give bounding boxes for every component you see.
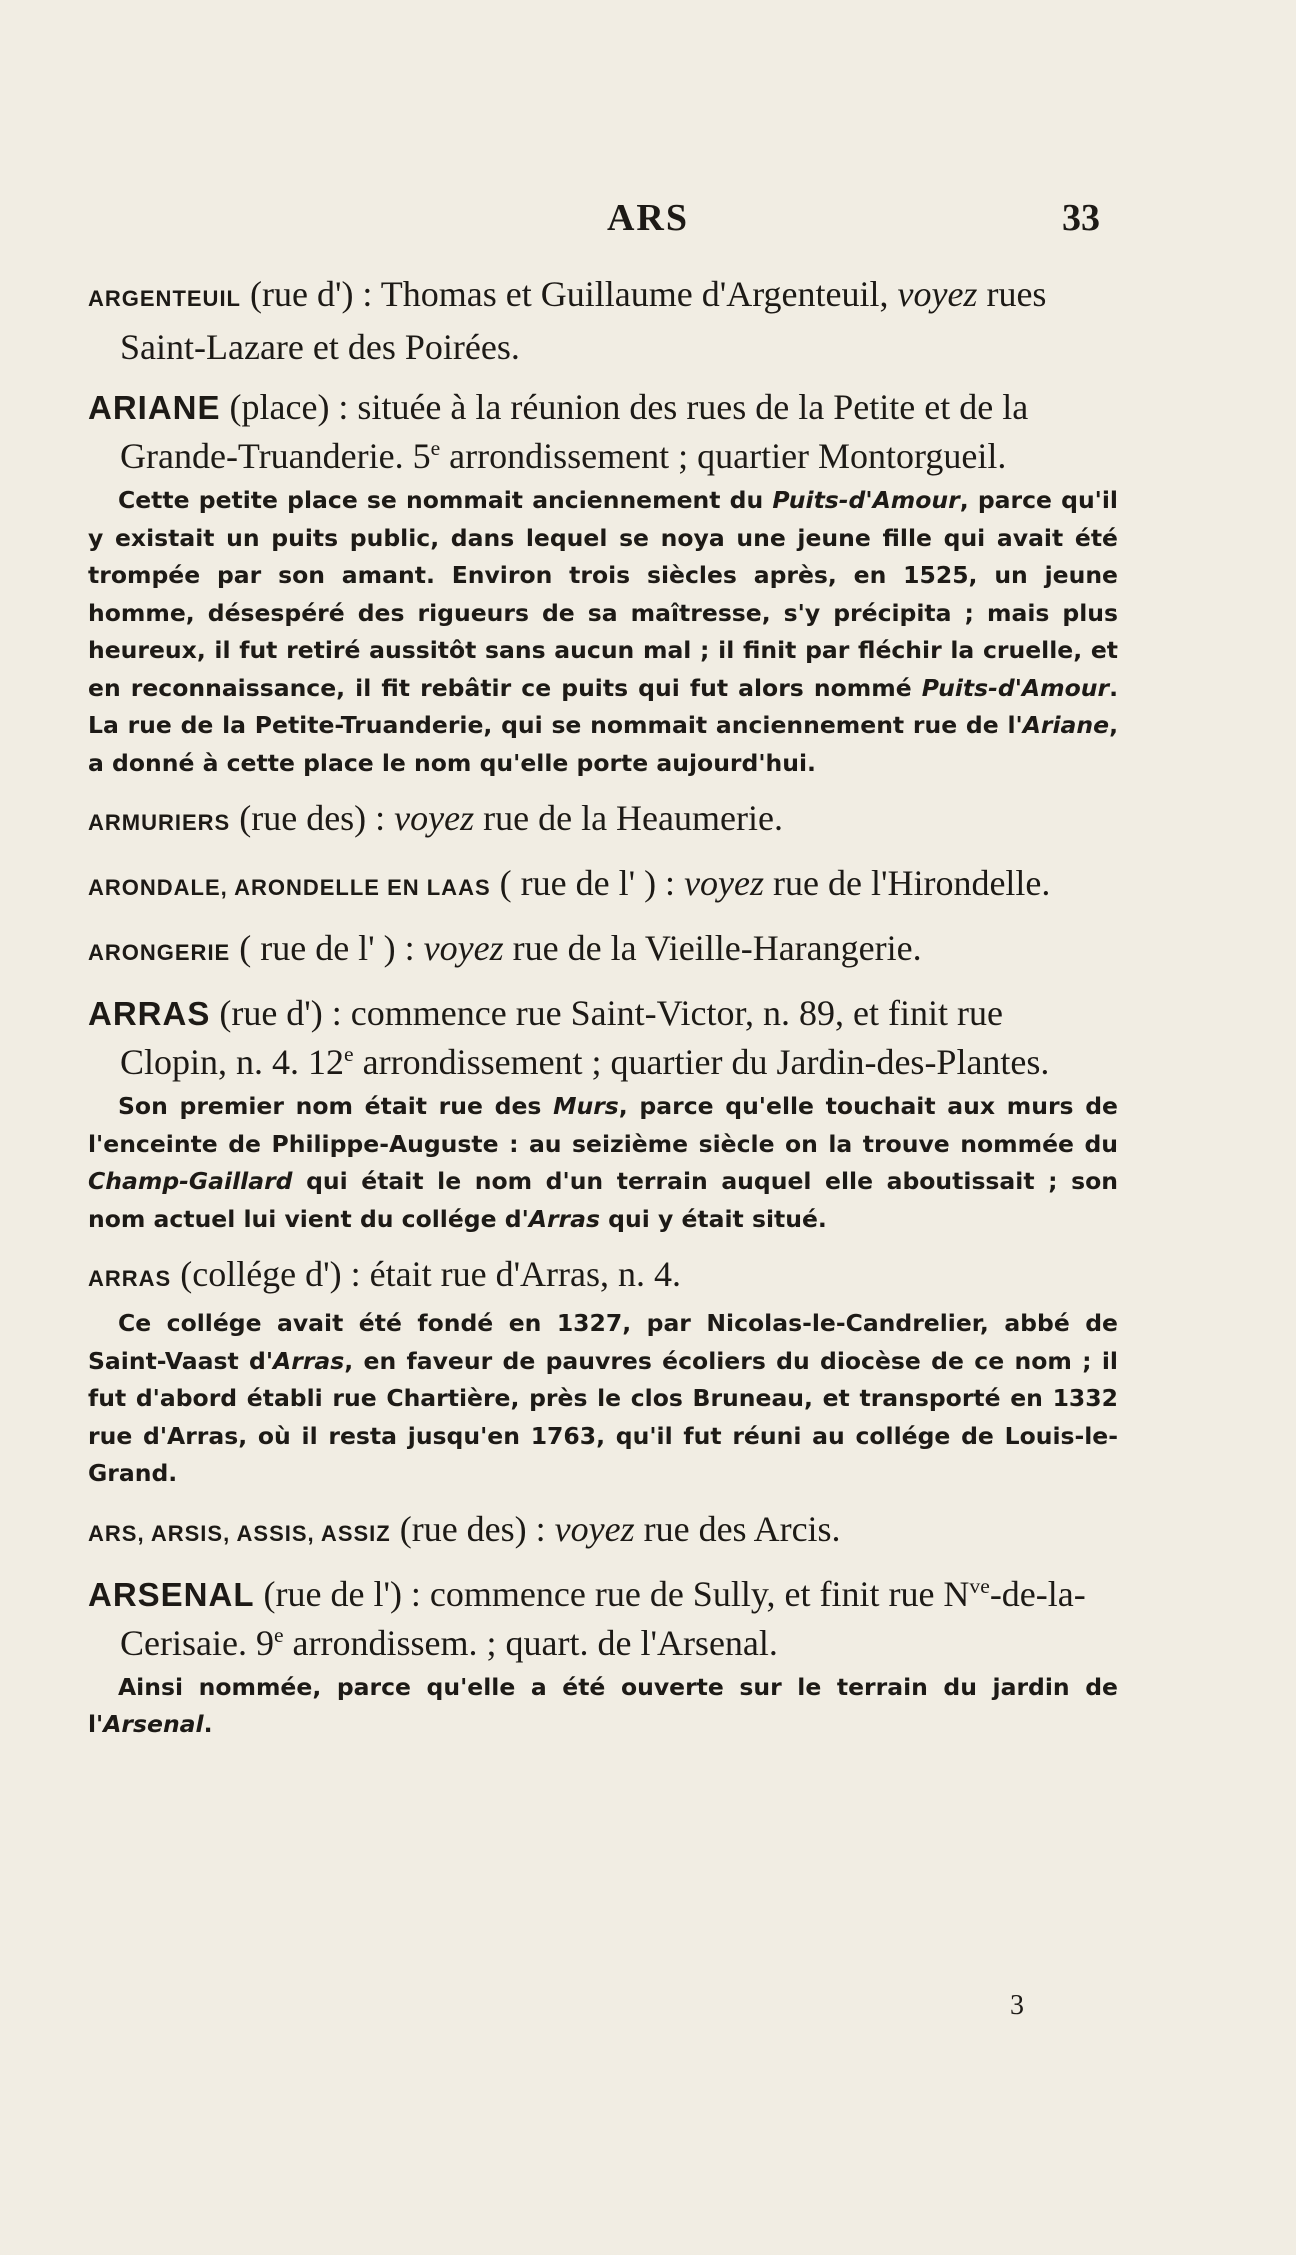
note-italic: Puits-d'Amour — [772, 486, 960, 514]
headword: ARSENAL — [88, 1575, 255, 1613]
note-italic: Arras — [528, 1204, 600, 1233]
headword: ARONGERIE — [88, 940, 231, 965]
entry-text-a: ( rue de l' ) : — [230, 928, 424, 968]
entry-text-a: (rue d') : Thomas et Guillaume d'Argenteuil, — [241, 274, 898, 314]
superscript: e — [430, 436, 441, 460]
note-italic: Arsenal — [103, 1710, 204, 1738]
page-body — [88, 270, 1118, 1756]
page-number: 33 — [1062, 197, 1100, 239]
headword: ARRAS — [88, 995, 211, 1032]
entry-text — [88, 924, 1118, 977]
note-text: . — [203, 1710, 213, 1738]
note-text: , en faveur de pauvres écoliers du diocèse de ce nom ; il fut d'abord établi rue Chartière, près le clos Bruneau, et transporté en 1332 rue d'Arras, où il resta jusqu'en 1763, qu'il fut réuni au collége de Louis-le-Grand. — [88, 1346, 1118, 1487]
superscript: e — [273, 1622, 284, 1647]
entry-text — [88, 270, 1118, 371]
entry-arsenal — [88, 1570, 1118, 1744]
note-text: Ainsi nommée, parce qu'elle a été ouverte sur le terrain du jardin de l' — [88, 1672, 1118, 1738]
note-text: , parce qu'elle touchait aux murs de l'enceinte de Philippe-Auguste : au seizième siècle on la trouve nommée du — [88, 1092, 1118, 1158]
note-text: Son premier nom était rue des — [118, 1092, 554, 1120]
entry-text — [88, 1505, 1118, 1558]
note-text: . La rue de la Petite-Truanderie, qui se nommait anciennement rue de l' — [88, 673, 1118, 739]
note-text: Cette petite place se nommait anciennement du — [118, 486, 773, 514]
entry-ars — [88, 1505, 1118, 1558]
entry-text-a: (rue d') : commence rue Saint-Victor, n. 89, et finit rue Clopin, n. 4. 12 — [120, 993, 1003, 1082]
superscript: ve — [969, 1573, 990, 1598]
note-italic: Ariane — [1022, 711, 1110, 739]
entry-text-c: arrondissem. ; quart. de l'Arsenal. — [283, 1622, 778, 1663]
running-head: ARS — [606, 197, 690, 239]
headword: ARMURIERS — [88, 810, 231, 835]
entry-note — [88, 1669, 1118, 1744]
superscript: e — [344, 1042, 354, 1066]
entry-text-b: arrondissement ; quartier du Jardin-des-Plantes. — [353, 1042, 1050, 1082]
entry-text — [88, 1250, 1118, 1303]
entry-ariane — [88, 383, 1118, 782]
page-header — [0, 196, 1296, 246]
entry-text-a: (rue des) : — [390, 1508, 555, 1549]
entry-text-b: arrondissement ; quartier Montorgueil. — [440, 436, 1007, 476]
entry-text — [88, 1570, 1118, 1667]
headword: ARGENTEUIL — [88, 286, 241, 311]
entry-text — [88, 794, 1118, 847]
note-text: qui y était situé. — [599, 1204, 827, 1233]
entry-text-a: ( rue de l' ) : — [490, 863, 685, 903]
entry-text-a: (rue des) : — [230, 798, 395, 838]
note-text: qui était le nom d'un terrain auquel elle aboutissait ; son nom actuel lui vient du collége d' — [88, 1167, 1118, 1233]
voyez-word: voyez — [554, 1508, 635, 1549]
entry-text — [88, 859, 1118, 912]
voyez-word: voyez — [394, 798, 475, 838]
entry-text-b: rue de l'Hirondelle. — [764, 863, 1051, 903]
note-italic: Murs — [553, 1092, 619, 1120]
entry-text-a: (collége d') : était rue d'Arras, n. 4. — [171, 1254, 682, 1294]
note-text: Ce collége avait été fondé en 1327, par Nicolas-le-Candrelier, abbé de Saint-Vaast d' — [88, 1309, 1118, 1375]
entry-text-b: rue des Arcis. — [634, 1508, 841, 1549]
signature-mark: 3 — [1010, 1990, 1024, 2021]
entry-note — [88, 1305, 1118, 1493]
voyez-word: voyez — [423, 928, 504, 968]
entry-text — [88, 989, 1118, 1086]
entry-arongerie — [88, 924, 1118, 977]
entry-text-a: (place) : située à la réunion des rues de la Petite et de la Grande-Truanderie. 5 — [120, 387, 1029, 476]
headword: ARONDALE, ARONDELLE EN LAAS — [88, 875, 491, 900]
entry-arondale — [88, 859, 1118, 912]
headword: ARRAS — [88, 1266, 172, 1291]
note-italic: Champ-Gaillard — [88, 1167, 293, 1195]
note-text: , parce qu'il y existait un puits public, dans lequel se noya une jeune fille qui avait été trompée par son amant. Environ trois siècles après, en 1525, un jeune homme, désespéré des rigueurs de sa maîtresse, s'y précipita ; mais plus heureux, il fut retiré aussitôt sans aucun mal ; il finit par fléchir la cruelle, et en reconnaissance, il fit rebâtir ce puits qui fut alors nommé — [88, 486, 1118, 702]
entry-text-b: rues Saint-Lazare et des Poirées. — [120, 274, 1047, 367]
entry-text — [88, 383, 1118, 480]
entry-text-b: rue de la Heaumerie. — [474, 798, 783, 838]
note-text: , a donné à cette place le nom qu'elle porte aujourd'hui. — [88, 711, 1118, 777]
headword: ARIANE — [88, 389, 221, 426]
entry-text-b: -de-la-Cerisaie. 9 — [120, 1573, 1086, 1663]
entry-argenteuil — [88, 270, 1118, 371]
entry-note — [88, 482, 1118, 782]
entry-note — [88, 1088, 1118, 1238]
entry-arras-college — [88, 1250, 1118, 1493]
voyez-word: voyez — [684, 863, 765, 903]
entry-arras-rue — [88, 989, 1118, 1238]
note-italic: Arras — [273, 1346, 345, 1375]
voyez-word: voyez — [897, 274, 978, 314]
entry-text-b: rue de la Vieille-Harangerie. — [503, 928, 922, 968]
headword: ARS, ARSIS, ASSIS, ASSIZ — [88, 1520, 391, 1546]
entry-text-a: (rue de l') : commence rue de Sully, et finit rue N — [254, 1573, 970, 1614]
note-italic: Puits-d'Amour — [921, 673, 1110, 702]
entry-armuriers — [88, 794, 1118, 847]
